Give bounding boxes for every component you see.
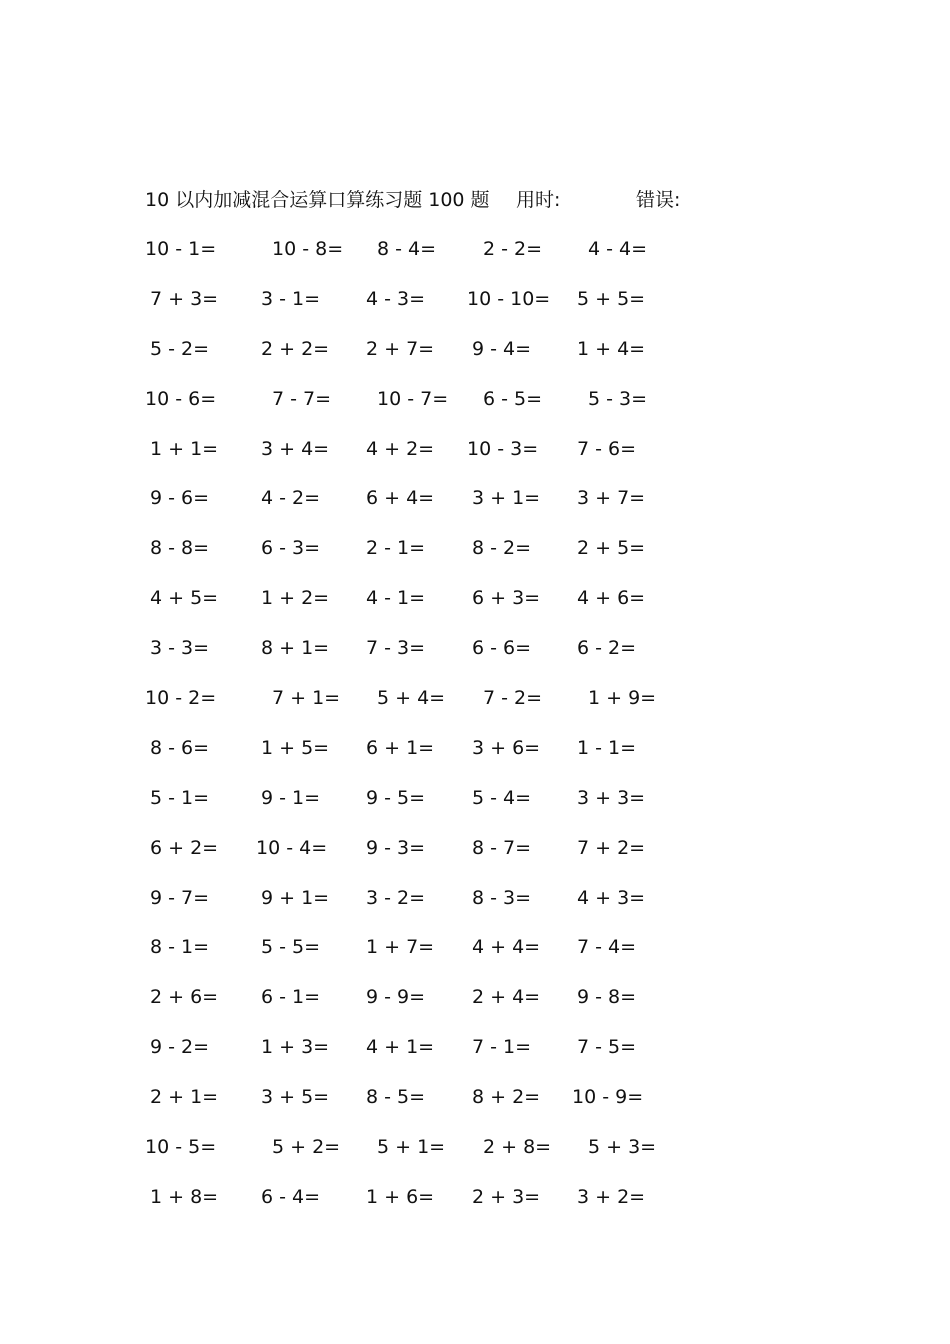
problem-item: 5 - 4= <box>472 786 532 809</box>
problem-item: 2 + 5= <box>577 537 646 560</box>
problem-item: 6 + 4= <box>366 487 435 510</box>
problem-item: 3 - 3= <box>150 637 210 660</box>
problem-item: 10 - 9= <box>572 1086 644 1109</box>
problem-item: 4 + 2= <box>366 437 435 460</box>
problem-item: 3 - 2= <box>366 886 426 909</box>
problem-item: 4 - 4= <box>588 238 648 260</box>
problem-item: 5 + 2= <box>272 1136 341 1159</box>
problem-item: 8 - 8= <box>150 537 210 560</box>
problem-item: 7 - 6= <box>577 437 637 460</box>
problem-item: 2 + 8= <box>483 1136 552 1159</box>
problem-item: 7 + 1= <box>272 687 341 710</box>
problem-item: 9 - 3= <box>366 836 426 859</box>
problem-item: 9 - 6= <box>150 487 210 510</box>
problem-item: 8 - 1= <box>150 936 210 959</box>
problem-item: 3 + 7= <box>577 487 646 510</box>
problem-item: 4 + 4= <box>472 936 541 959</box>
problem-item: 2 + 1= <box>150 1086 219 1109</box>
errors-label: 错误: <box>636 189 681 211</box>
problem-item: 9 - 4= <box>472 337 532 360</box>
problem-item: 6 - 2= <box>577 637 637 660</box>
problem-item: 7 - 4= <box>577 936 637 959</box>
problem-item: 1 + 6= <box>366 1185 435 1208</box>
time-used-label: 用时: <box>516 189 561 211</box>
problem-item: 5 + 3= <box>588 1136 657 1159</box>
problem-item: 7 + 2= <box>577 836 646 859</box>
problem-item: 10 - 3= <box>467 437 539 460</box>
problem-item: 3 - 1= <box>261 287 321 310</box>
problem-item: 5 + 1= <box>377 1136 446 1159</box>
problem-item: 4 + 5= <box>150 587 219 610</box>
problem-item: 4 + 3= <box>577 886 646 909</box>
problem-item: 1 + 7= <box>366 936 435 959</box>
problem-item: 8 - 2= <box>472 537 532 560</box>
problem-item: 8 - 7= <box>472 836 532 859</box>
problem-item: 7 - 7= <box>272 387 332 410</box>
problem-item: 2 + 2= <box>261 337 330 360</box>
problem-item: 7 - 5= <box>577 1036 637 1059</box>
problem-item: 2 + 3= <box>472 1185 541 1208</box>
problem-item: 5 - 2= <box>150 337 210 360</box>
problem-item: 2 + 6= <box>150 986 219 1009</box>
problem-item: 6 + 1= <box>366 736 435 759</box>
problem-item: 7 - 2= <box>483 687 543 710</box>
problem-item: 4 + 1= <box>366 1036 435 1059</box>
problem-item: 3 + 3= <box>577 786 646 809</box>
problem-item: 3 + 1= <box>472 487 541 510</box>
problem-item: 5 + 4= <box>377 687 446 710</box>
problem-item: 1 + 2= <box>261 587 330 610</box>
problem-item: 1 + 8= <box>150 1185 219 1208</box>
problem-item: 8 - 5= <box>366 1086 426 1109</box>
problem-item: 8 - 6= <box>150 736 210 759</box>
problem-item: 5 - 5= <box>261 936 321 959</box>
problem-item: 9 - 7= <box>150 886 210 909</box>
problem-item: 9 - 8= <box>577 986 637 1009</box>
worksheet-title: 10 以内加减混合运算口算练习题 100 题 <box>145 189 490 211</box>
problem-item: 1 + 4= <box>577 337 646 360</box>
problem-item: 10 - 2= <box>145 687 217 710</box>
problem-item: 7 - 1= <box>472 1036 532 1059</box>
problem-item: 6 - 5= <box>483 387 543 410</box>
problem-item: 4 - 2= <box>261 487 321 510</box>
problem-item: 5 - 1= <box>150 786 210 809</box>
problem-item: 6 + 2= <box>150 836 219 859</box>
problem-item: 4 + 6= <box>577 587 646 610</box>
problem-item: 10 - 1= <box>145 238 217 260</box>
problem-item: 1 + 1= <box>150 437 219 460</box>
problem-item: 8 - 4= <box>377 238 437 260</box>
problem-item: 7 - 3= <box>366 637 426 660</box>
problem-item: 2 + 7= <box>366 337 435 360</box>
problem-item: 9 + 1= <box>261 886 330 909</box>
problem-item: 4 - 1= <box>366 587 426 610</box>
problem-item: 10 - 10= <box>467 287 551 310</box>
problem-item: 9 - 9= <box>366 986 426 1009</box>
problem-item: 5 + 5= <box>577 287 646 310</box>
problem-item: 10 - 8= <box>272 238 344 260</box>
problem-item: 5 - 3= <box>588 387 648 410</box>
problem-item: 9 - 2= <box>150 1036 210 1059</box>
problem-item: 8 + 2= <box>472 1086 541 1109</box>
problem-item: 2 + 4= <box>472 986 541 1009</box>
problem-item: 1 - 1= <box>577 736 637 759</box>
problem-item: 6 - 1= <box>261 986 321 1009</box>
problem-item: 1 + 5= <box>261 736 330 759</box>
problem-item: 4 - 3= <box>366 287 426 310</box>
problem-item: 1 + 9= <box>588 687 657 710</box>
problem-item: 9 - 1= <box>261 786 321 809</box>
problem-item: 3 + 2= <box>577 1185 646 1208</box>
problem-item: 6 - 6= <box>472 637 532 660</box>
problem-item: 10 - 4= <box>256 836 328 859</box>
problem-item: 2 - 2= <box>483 238 543 260</box>
problem-item: 7 + 3= <box>150 287 219 310</box>
problem-item: 6 + 3= <box>472 587 541 610</box>
problem-item: 10 - 7= <box>377 387 449 410</box>
problem-item: 3 + 4= <box>261 437 330 460</box>
problem-item: 10 - 5= <box>145 1136 217 1159</box>
problem-item: 10 - 6= <box>145 387 217 410</box>
problem-item: 2 - 1= <box>366 537 426 560</box>
problem-item: 3 + 5= <box>261 1086 330 1109</box>
problem-item: 8 + 1= <box>261 637 330 660</box>
problem-item: 6 - 4= <box>261 1185 321 1208</box>
problem-item: 6 - 3= <box>261 537 321 560</box>
problem-item: 3 + 6= <box>472 736 541 759</box>
problem-item: 8 - 3= <box>472 886 532 909</box>
problem-item: 1 + 3= <box>261 1036 330 1059</box>
problem-item: 9 - 5= <box>366 786 426 809</box>
